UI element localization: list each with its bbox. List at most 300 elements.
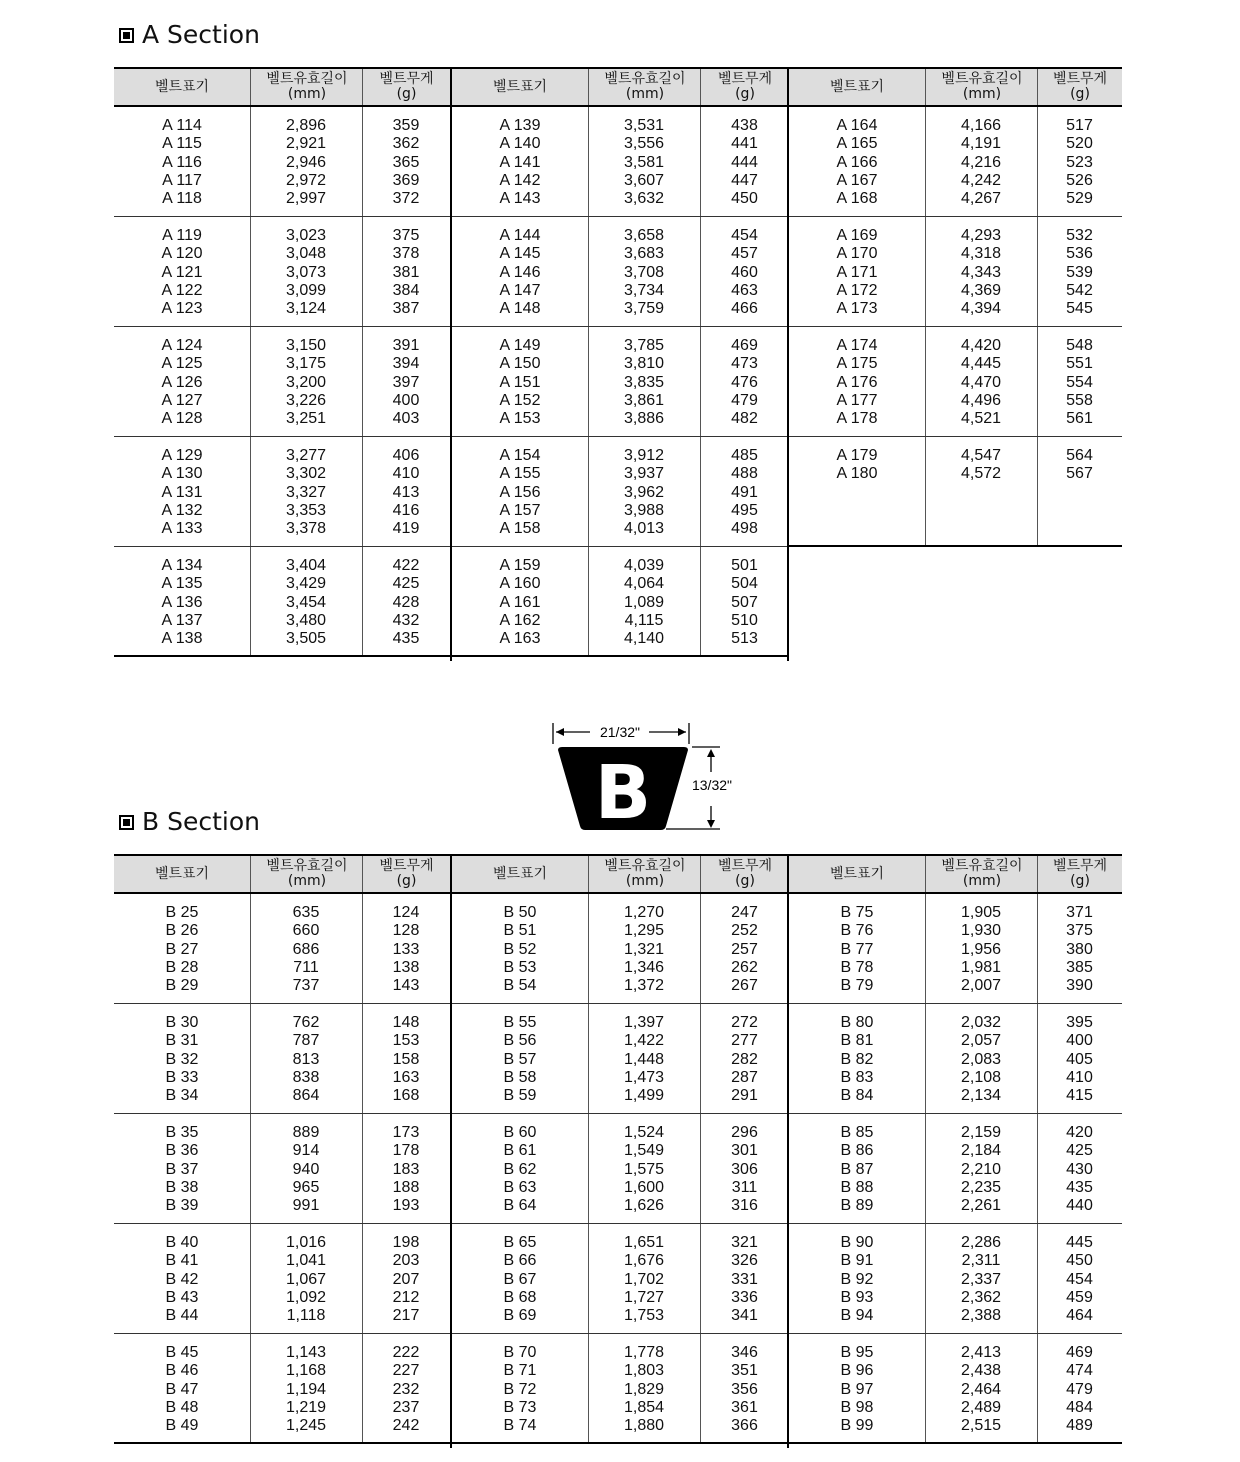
belt-weight-cell: 441 xyxy=(731,135,758,153)
belt-code-cell: B 63 xyxy=(503,1178,537,1196)
row-block xyxy=(452,547,789,657)
cell-column xyxy=(114,447,250,538)
belt-code-cell: B 45 xyxy=(165,1344,199,1361)
belt-weight-cell: 517 xyxy=(1066,117,1093,134)
cell-column xyxy=(588,1014,700,1105)
belt-weight-cell: 395 xyxy=(1066,1014,1093,1031)
belt-length-cell: 3,277 xyxy=(285,447,327,464)
cell-column xyxy=(700,557,789,648)
cell-column xyxy=(700,337,789,428)
belt-weight-cell: 351 xyxy=(731,1362,758,1380)
belt-weight-cell: 454 xyxy=(1066,1270,1093,1288)
belt-weight-cell: 491 xyxy=(731,483,758,501)
belt-weight-cell: 336 xyxy=(731,1288,758,1306)
belt-code-cell: B 58 xyxy=(503,1068,537,1086)
belt-weight-cell: 542 xyxy=(1066,281,1093,299)
cell-column xyxy=(588,557,700,648)
belt-code-cell: B 44 xyxy=(165,1307,199,1325)
header-belt-code: 벨트표기 xyxy=(154,78,210,95)
section-b-table xyxy=(114,854,1120,1448)
belt-weight-cell: 381 xyxy=(392,263,420,281)
belt-code-cell: A 130 xyxy=(161,465,203,483)
belt-length-cell: 2,515 xyxy=(960,1417,1002,1435)
belt-code-cell: A 142 xyxy=(499,171,541,189)
column-group xyxy=(787,67,1122,661)
cell-column xyxy=(1037,447,1122,484)
belt-code-cell: B 64 xyxy=(503,1197,537,1215)
cell-column xyxy=(362,1234,450,1325)
belt-code-cell: A 180 xyxy=(836,465,878,483)
belt-weight-cell: 262 xyxy=(731,958,758,976)
belt-length-cell: 1,956 xyxy=(960,940,1002,958)
section-b-title-text: B Section xyxy=(142,807,260,836)
belt-weight-cell: 513 xyxy=(731,630,758,648)
header-belt-length: 벨트유효길이 (mm) xyxy=(588,856,701,892)
row-block xyxy=(789,217,1122,327)
belt-code-cell: B 66 xyxy=(503,1252,537,1270)
belt-length-cell: 2,286 xyxy=(960,1234,1002,1251)
belt-weight-cell: 341 xyxy=(731,1307,758,1325)
belt-code-cell: A 119 xyxy=(162,227,202,244)
row-block xyxy=(789,1224,1122,1334)
belt-length-cell: 2,946 xyxy=(285,153,327,171)
belt-weight-cell: 193 xyxy=(392,1197,420,1215)
belt-weight-cell: 410 xyxy=(392,465,420,483)
belt-weight-cell: 385 xyxy=(1066,958,1093,976)
belt-length-cell: 914 xyxy=(292,1142,320,1160)
belt-length-cell: 1,089 xyxy=(623,593,665,611)
belt-code-cell: A 133 xyxy=(161,520,203,538)
cell-column xyxy=(1037,227,1122,318)
belt-weight-cell: 217 xyxy=(392,1307,420,1325)
belt-weight-cell: 450 xyxy=(1066,1252,1093,1270)
belt-length-cell: 3,150 xyxy=(285,337,327,354)
belt-code-cell: A 171 xyxy=(836,263,878,281)
belt-weight-cell: 237 xyxy=(392,1398,420,1416)
header-belt-weight: 벨트무게 (g) xyxy=(1037,69,1122,105)
belt-code-cell: B 26 xyxy=(165,922,199,940)
belt-code-cell: A 174 xyxy=(836,337,878,354)
belt-code-cell: A 116 xyxy=(162,153,202,171)
cell-column xyxy=(700,1014,789,1105)
belt-code-cell: B 34 xyxy=(165,1087,199,1105)
belt-weight-cell: 460 xyxy=(731,263,758,281)
header-belt-weight: 벨트무게 (g) xyxy=(700,69,789,105)
belt-code-cell: A 147 xyxy=(499,281,541,299)
belt-length-cell: 1,930 xyxy=(960,922,1002,940)
belt-code-cell: B 85 xyxy=(840,1124,874,1141)
row-block xyxy=(452,1004,789,1114)
belt-weight-cell: 321 xyxy=(731,1234,758,1251)
cell-column xyxy=(588,227,700,318)
belt-length-cell: 1,372 xyxy=(623,977,665,995)
cell-column xyxy=(700,1234,789,1325)
row-block xyxy=(114,107,450,217)
belt-weight-cell: 450 xyxy=(731,190,758,208)
belt-code-cell: B 65 xyxy=(503,1234,537,1251)
header-belt-length: 벨트유효길이 (mm) xyxy=(250,69,363,105)
belt-length-cell: 635 xyxy=(292,904,320,921)
belt-weight-cell: 445 xyxy=(1066,1234,1093,1251)
belt-code-cell: B 78 xyxy=(840,958,874,976)
belt-length-cell: 3,454 xyxy=(285,593,327,611)
column-group xyxy=(450,67,789,661)
belt-length-cell: 2,388 xyxy=(960,1307,1002,1325)
belt-length-cell: 3,962 xyxy=(623,483,665,501)
belt-code-cell: A 115 xyxy=(162,135,202,153)
belt-code-cell: A 157 xyxy=(499,501,541,519)
belt-code-cell: A 146 xyxy=(499,263,541,281)
cell-column xyxy=(452,447,588,538)
belt-length-cell: 4,521 xyxy=(960,410,1002,428)
belt-length-cell: 1,854 xyxy=(623,1398,665,1416)
belt-code-cell: A 160 xyxy=(499,575,541,593)
cell-column xyxy=(250,904,362,995)
belt-length-cell: 889 xyxy=(292,1124,320,1141)
belt-weight-cell: 457 xyxy=(731,245,758,263)
cell-column xyxy=(789,117,925,208)
belt-code-cell: B 57 xyxy=(503,1050,537,1068)
belt-length-cell: 1,270 xyxy=(623,904,665,921)
belt-length-cell: 1,092 xyxy=(285,1288,327,1306)
belt-code-cell: B 61 xyxy=(503,1142,537,1160)
belt-code-cell: A 159 xyxy=(499,557,541,574)
cell-column xyxy=(362,904,450,995)
cell-column xyxy=(588,447,700,538)
belt-code-cell: B 97 xyxy=(840,1380,874,1398)
header-belt-length: 벨트유효길이 (mm) xyxy=(588,69,701,105)
belt-length-cell: 3,988 xyxy=(623,501,665,519)
belt-length-cell: 3,429 xyxy=(285,575,327,593)
cell-column xyxy=(700,227,789,318)
belt-weight-cell: 316 xyxy=(731,1197,758,1215)
belt-weight-cell: 366 xyxy=(731,1417,758,1435)
column-group xyxy=(450,854,789,1448)
belt-length-cell: 1,651 xyxy=(623,1234,665,1251)
cell-column xyxy=(789,227,925,318)
table-header xyxy=(789,854,1122,894)
belt-code-cell: B 32 xyxy=(165,1050,199,1068)
cell-column xyxy=(362,1344,450,1435)
belt-weight-cell: 291 xyxy=(731,1087,758,1105)
belt-code-cell: B 48 xyxy=(165,1398,199,1416)
belt-length-cell: 1,473 xyxy=(623,1068,665,1086)
belt-length-cell: 1,981 xyxy=(960,958,1002,976)
belt-code-cell: A 170 xyxy=(836,245,878,263)
belt-weight-cell: 447 xyxy=(731,171,758,189)
belt-weight-cell: 232 xyxy=(392,1380,420,1398)
belt-length-cell: 1,041 xyxy=(285,1252,327,1270)
cell-column xyxy=(1037,1344,1122,1435)
belt-code-cell: B 91 xyxy=(840,1252,874,1270)
belt-weight-cell: 242 xyxy=(392,1417,420,1435)
cell-column xyxy=(700,1344,789,1435)
belt-code-cell: A 166 xyxy=(836,153,878,171)
belt-length-cell: 4,496 xyxy=(960,391,1002,409)
belt-weight-cell: 227 xyxy=(392,1362,420,1380)
belt-length-cell: 4,242 xyxy=(960,171,1002,189)
belt-code-cell: B 70 xyxy=(503,1344,537,1361)
belt-code-cell: B 86 xyxy=(840,1142,874,1160)
belt-code-cell: A 165 xyxy=(836,135,878,153)
belt-weight-cell: 296 xyxy=(731,1124,758,1141)
cell-column xyxy=(925,117,1037,208)
diagram-height-label: 13/32" xyxy=(691,777,733,793)
belt-length-cell: 2,235 xyxy=(960,1178,1002,1196)
belt-weight-cell: 430 xyxy=(1066,1160,1093,1178)
belt-code-cell: A 117 xyxy=(162,171,202,189)
belt-weight-cell: 479 xyxy=(1066,1380,1093,1398)
cell-column xyxy=(362,227,450,318)
belt-weight-cell: 212 xyxy=(392,1288,420,1306)
cell-column xyxy=(362,557,450,648)
belt-length-cell: 1,702 xyxy=(623,1270,665,1288)
belt-weight-cell: 567 xyxy=(1066,465,1093,483)
belt-weight-cell: 128 xyxy=(392,922,420,940)
cell-column xyxy=(925,1344,1037,1435)
belt-length-cell: 4,191 xyxy=(960,135,1002,153)
belt-code-cell: A 140 xyxy=(499,135,541,153)
cell-column xyxy=(1037,1014,1122,1105)
belt-weight-cell: 375 xyxy=(1066,922,1093,940)
belt-length-cell: 2,438 xyxy=(960,1362,1002,1380)
belt-length-cell: 2,261 xyxy=(960,1197,1002,1215)
cell-column xyxy=(452,904,588,995)
belt-code-cell: B 25 xyxy=(165,904,199,921)
belt-length-cell: 991 xyxy=(292,1197,320,1215)
belt-weight-cell: 153 xyxy=(392,1032,420,1050)
belt-code-cell: B 37 xyxy=(165,1160,199,1178)
belt-length-cell: 3,581 xyxy=(623,153,665,171)
belt-code-cell: A 173 xyxy=(836,300,878,318)
header-belt-weight: 벨트무게 (g) xyxy=(700,856,789,892)
belt-code-cell: A 132 xyxy=(161,501,203,519)
table-header xyxy=(452,854,789,894)
belt-length-cell: 3,912 xyxy=(623,447,665,464)
belt-weight-cell: 561 xyxy=(1066,410,1093,428)
cell-column xyxy=(588,1234,700,1325)
belt-weight-cell: 257 xyxy=(731,940,758,958)
column-group xyxy=(787,854,1122,1448)
belt-length-cell: 1,626 xyxy=(623,1197,665,1215)
belt-code-cell: B 60 xyxy=(503,1124,537,1141)
cell-column xyxy=(114,1014,250,1105)
cell-column xyxy=(362,117,450,208)
belt-length-cell: 3,734 xyxy=(623,281,665,299)
belt-code-cell: B 46 xyxy=(165,1362,199,1380)
belt-length-cell: 1,219 xyxy=(285,1398,327,1416)
belt-length-cell: 2,464 xyxy=(960,1380,1002,1398)
row-block xyxy=(452,217,789,327)
belt-length-cell: 1,397 xyxy=(623,1014,665,1031)
belt-length-cell: 4,039 xyxy=(623,557,665,574)
belt-code-cell: B 94 xyxy=(840,1307,874,1325)
b-belt-cross-section-diagram xyxy=(548,718,748,836)
cell-column xyxy=(250,227,362,318)
column-group xyxy=(114,67,450,661)
belt-code-cell: A 167 xyxy=(836,171,878,189)
row-block xyxy=(114,1004,450,1114)
cell-column xyxy=(452,1124,588,1215)
belt-weight-cell: 252 xyxy=(731,922,758,940)
cell-column xyxy=(114,117,250,208)
belt-length-cell: 3,404 xyxy=(285,557,327,574)
row-block xyxy=(452,1334,789,1444)
belt-length-cell: 1,778 xyxy=(623,1344,665,1361)
belt-length-cell: 737 xyxy=(292,977,320,995)
belt-code-cell: A 127 xyxy=(161,391,203,409)
belt-code-cell: B 50 xyxy=(503,904,537,921)
belt-length-cell: 1,803 xyxy=(623,1362,665,1380)
belt-length-cell: 4,267 xyxy=(960,190,1002,208)
belt-length-cell: 3,835 xyxy=(623,373,665,391)
header-belt-weight: 벨트무게 (g) xyxy=(362,856,450,892)
belt-weight-cell: 422 xyxy=(392,557,420,574)
belt-length-cell: 787 xyxy=(292,1032,320,1050)
belt-code-cell: B 39 xyxy=(165,1197,199,1215)
belt-code-cell: A 145 xyxy=(499,245,541,263)
cell-column xyxy=(452,117,588,208)
belt-weight-cell: 267 xyxy=(731,977,758,995)
belt-code-cell: A 164 xyxy=(836,117,878,134)
belt-code-cell: A 139 xyxy=(499,117,541,134)
belt-code-cell: B 68 xyxy=(503,1288,537,1306)
cell-column xyxy=(250,117,362,208)
belt-length-cell: 1,753 xyxy=(623,1307,665,1325)
cell-column xyxy=(789,904,925,995)
belt-weight-cell: 148 xyxy=(392,1014,420,1031)
belt-weight-cell: 473 xyxy=(731,355,758,373)
belt-code-cell: B 89 xyxy=(840,1197,874,1215)
belt-length-cell: 762 xyxy=(292,1014,320,1031)
belt-code-cell: A 149 xyxy=(499,337,541,354)
belt-length-cell: 2,413 xyxy=(960,1344,1002,1361)
belt-weight-cell: 419 xyxy=(392,520,420,538)
belt-length-cell: 2,057 xyxy=(960,1032,1002,1050)
header-belt-code: 벨트표기 xyxy=(829,865,885,882)
belt-weight-cell: 163 xyxy=(392,1068,420,1086)
belt-length-cell: 686 xyxy=(292,940,320,958)
belt-code-cell: A 141 xyxy=(499,153,541,171)
belt-weight-cell: 484 xyxy=(1066,1398,1093,1416)
belt-length-cell: 1,524 xyxy=(623,1124,665,1141)
belt-weight-cell: 301 xyxy=(731,1142,758,1160)
cell-column xyxy=(452,557,588,648)
belt-length-cell: 3,607 xyxy=(623,171,665,189)
belt-length-cell: 2,007 xyxy=(960,977,1002,995)
belt-length-cell: 1,168 xyxy=(285,1362,327,1380)
belt-code-cell: A 151 xyxy=(499,373,541,391)
cell-column xyxy=(114,227,250,318)
belt-weight-cell: 479 xyxy=(731,391,758,409)
cell-column xyxy=(250,1014,362,1105)
belt-length-cell: 1,676 xyxy=(623,1252,665,1270)
belt-weight-cell: 523 xyxy=(1066,153,1093,171)
header-belt-code: 벨트표기 xyxy=(492,78,548,95)
belt-length-cell: 2,108 xyxy=(960,1068,1002,1086)
belt-weight-cell: 529 xyxy=(1066,190,1093,208)
belt-weight-cell: 188 xyxy=(392,1178,420,1196)
belt-length-cell: 4,420 xyxy=(960,337,1002,354)
section-a-table xyxy=(114,67,1120,661)
row-block xyxy=(452,1224,789,1334)
belt-code-cell: B 42 xyxy=(165,1270,199,1288)
belt-code-cell: A 154 xyxy=(499,447,541,464)
row-block xyxy=(789,1334,1122,1444)
belt-weight-cell: 143 xyxy=(392,977,420,995)
belt-weight-cell: 306 xyxy=(731,1160,758,1178)
cell-column xyxy=(789,1014,925,1105)
belt-code-cell: B 82 xyxy=(840,1050,874,1068)
belt-weight-cell: 375 xyxy=(392,227,420,244)
belt-weight-cell: 124 xyxy=(392,904,420,921)
cell-column xyxy=(452,227,588,318)
belt-length-cell: 4,115 xyxy=(624,611,664,629)
belt-length-cell: 3,632 xyxy=(623,190,665,208)
belt-code-cell: B 81 xyxy=(840,1032,874,1050)
cell-column xyxy=(250,447,362,538)
cell-column xyxy=(114,1234,250,1325)
row-block xyxy=(789,437,1122,547)
belt-weight-cell: 397 xyxy=(392,373,420,391)
cell-column xyxy=(362,337,450,428)
belt-length-cell: 940 xyxy=(292,1160,320,1178)
cell-column xyxy=(362,1014,450,1105)
belt-weight-cell: 438 xyxy=(731,117,758,134)
belt-weight-cell: 420 xyxy=(1066,1124,1093,1141)
belt-weight-cell: 507 xyxy=(731,593,758,611)
belt-code-cell: A 120 xyxy=(161,245,203,263)
belt-weight-cell: 331 xyxy=(731,1270,758,1288)
belt-length-cell: 4,572 xyxy=(960,465,1002,483)
belt-code-cell: A 163 xyxy=(499,630,541,648)
cell-column xyxy=(588,1124,700,1215)
belt-weight-cell: 526 xyxy=(1066,171,1093,189)
belt-weight-cell: 387 xyxy=(392,300,420,318)
belt-code-cell: A 128 xyxy=(161,410,203,428)
row-block xyxy=(114,547,450,657)
belt-weight-cell: 203 xyxy=(392,1252,420,1270)
cell-column xyxy=(588,904,700,995)
cell-column xyxy=(250,557,362,648)
belt-weight-cell: 394 xyxy=(392,355,420,373)
belt-length-cell: 1,727 xyxy=(623,1288,665,1306)
belt-length-cell: 838 xyxy=(292,1068,320,1086)
cell-column xyxy=(250,1124,362,1215)
row-block xyxy=(452,1114,789,1224)
belt-code-cell: A 137 xyxy=(161,611,203,629)
belt-length-cell: 2,972 xyxy=(285,171,327,189)
row-block xyxy=(789,1114,1122,1224)
belt-length-cell: 3,251 xyxy=(285,410,327,428)
cell-column xyxy=(588,1344,700,1435)
belt-code-cell: B 52 xyxy=(503,940,537,958)
belt-length-cell: 3,937 xyxy=(623,465,665,483)
cell-column xyxy=(114,904,250,995)
belt-code-cell: A 144 xyxy=(499,227,541,244)
belt-weight-cell: 282 xyxy=(731,1050,758,1068)
belt-weight-cell: 520 xyxy=(1066,135,1093,153)
cell-column xyxy=(114,1344,250,1435)
table-header xyxy=(114,67,450,107)
row-block xyxy=(114,1114,450,1224)
belt-weight-cell: 545 xyxy=(1066,300,1093,318)
belt-code-cell: B 88 xyxy=(840,1178,874,1196)
belt-code-cell: B 83 xyxy=(840,1068,874,1086)
belt-weight-cell: 356 xyxy=(731,1380,758,1398)
cell-column xyxy=(700,904,789,995)
belt-code-cell: A 161 xyxy=(499,593,541,611)
